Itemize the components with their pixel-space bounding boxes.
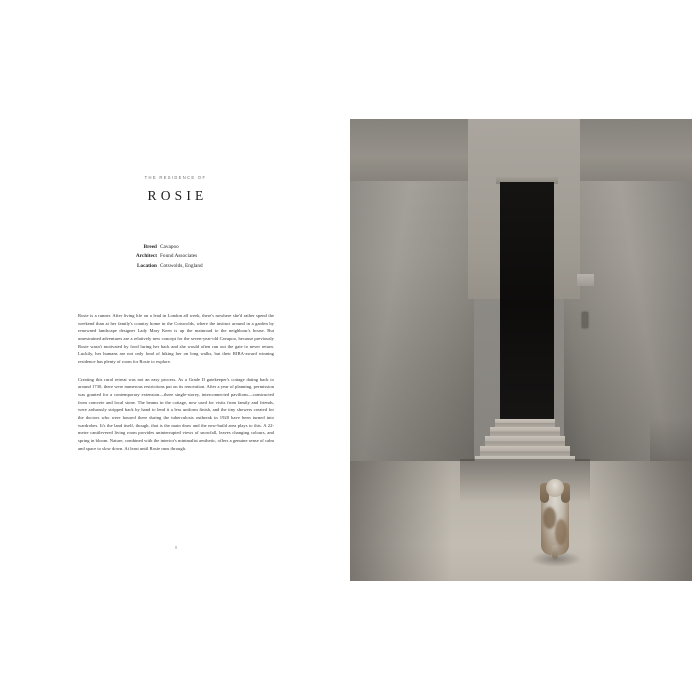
dog-marking [543, 507, 556, 529]
meta-value-architect: Found Associates [160, 253, 198, 260]
wall-panel [577, 274, 594, 286]
wall-switch-icon [582, 312, 588, 328]
eyebrow-text: THE RESIDENCE OF [144, 175, 207, 180]
floor-shadow-left [350, 461, 470, 581]
body-paragraph: Creating this rural retreat was not an easy process. As a Grade II gatekeeper's cottage dating back to around 1730, there were numerous restrictions put on its renovation. After a year of planning, permission was granted for a contemporary extension—three single-storey, interconnected pavilions—constructed from concrete and local stone. The beams in the cottage, now used for visits from family and friends, were arduously stripped back by hand to lend it a less uniform finish, and the tiny showers created for the doctors who were housed there during the tuberculosis outbreak in 1920 have been turned into wardrobes. It's the land itself, though, that is the main draw and the new-build area plays to this. A 22-metre cantilevered living room provides uninterrupted views of snowfall, leaves changing colours, and spring in bloom. Nature, combined with the interior's minimalist aesthetic, offers a genuine sense of calm and space to slow down. At least until Rosie runs through. [78, 376, 274, 451]
step [495, 419, 555, 427]
title-block [78, 176, 273, 203]
meta-row [78, 252, 273, 261]
dark-doorway [500, 182, 554, 427]
meta-label-breed: Breed [143, 244, 157, 250]
step [485, 436, 565, 446]
page-title: ROSIE [147, 188, 208, 204]
corridor-photograph [350, 119, 692, 581]
meta-label-architect: Architect [135, 253, 157, 260]
body-paragraph: Rosie is a runner. After living life on a lead in London all week, there's nowhere she'd rather spend the weekend than at her family's country home in the Cotswolds, where the instinct around in a garden by renowned landscape designer Lady Mary Keen is up the mainroad to the neighbour's house. But unrestrained adventures are a relatively new concept for the seven-year-old Cavapoo, because previously Rosie wasn't motivated by food luring her back and she would often run out the gate to never return. Luckily, her humans are not only fond of hiking her on long walks, but their RIBA-award winning residence has plenty of room for Rosie to explore. [78, 313, 274, 364]
meta-row [78, 243, 273, 252]
body-text [78, 312, 274, 452]
floor-shadow-right [568, 461, 692, 581]
dog-tail [552, 545, 558, 559]
dog-head [546, 479, 564, 497]
step [490, 427, 560, 436]
meta-value-location: Cotswolds, England [160, 262, 203, 269]
step [480, 446, 570, 456]
meta-value-breed: Cavapoo [160, 244, 179, 250]
meta-row [78, 262, 273, 271]
dog-marking [555, 519, 567, 545]
right-page [350, 0, 700, 700]
page-number: 8 [175, 545, 177, 550]
dog [536, 471, 574, 559]
meta-label-location: Location [137, 262, 157, 269]
meta-block [78, 243, 273, 271]
